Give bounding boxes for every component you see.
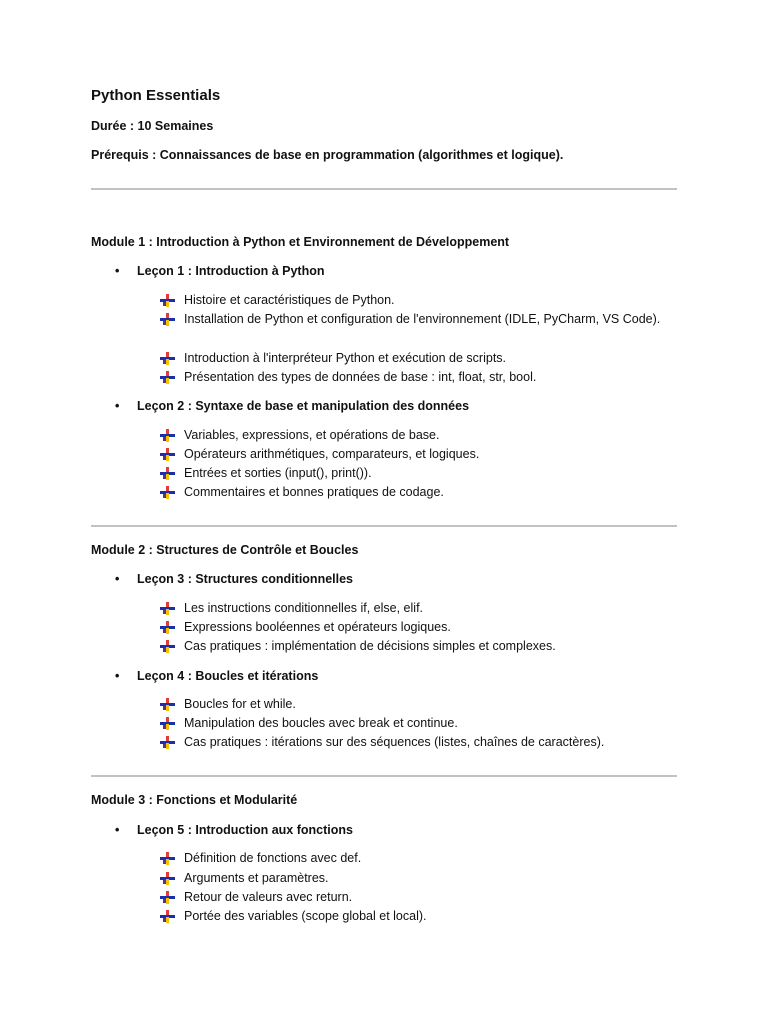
item-text: Boucles for et while. bbox=[184, 697, 296, 711]
item-text: Retour de valeurs avec return. bbox=[184, 890, 353, 904]
item-text: Histoire et caractéristiques de Python. bbox=[184, 293, 395, 307]
lesson-title: Leçon 3 : Structures conditionnelles bbox=[137, 572, 354, 586]
item-text: Opérateurs arithmétiques, comparateurs, et logiques. bbox=[184, 447, 480, 461]
arrow-bullet-icon bbox=[160, 852, 175, 865]
item-text: Portée des variables (scope global et local). bbox=[184, 909, 427, 923]
module-heading: Module 3 : Fonctions et Modularité bbox=[91, 793, 298, 807]
item-text: Cas pratiques : implémentation de décisions simples et complexes. bbox=[184, 639, 556, 653]
item-text: Variables, expressions, et opérations de base. bbox=[184, 428, 440, 442]
arrow-bullet-icon bbox=[160, 872, 175, 885]
arrow-bullet-icon bbox=[160, 429, 175, 442]
module-heading: Module 1 : Introduction à Python et Environnement de Développement bbox=[91, 235, 510, 249]
module-heading: Module 2 : Structures de Contrôle et Boucles bbox=[91, 543, 359, 557]
item-text: Présentation des types de données de base : int, float, str, bool. bbox=[184, 370, 537, 384]
divider bbox=[91, 525, 677, 527]
arrow-bullet-icon bbox=[160, 352, 175, 365]
arrow-bullet-icon bbox=[160, 602, 175, 615]
arrow-bullet-icon bbox=[160, 891, 175, 904]
arrow-bullet-icon bbox=[160, 736, 175, 749]
document-title: Python Essentials bbox=[91, 87, 221, 104]
arrow-bullet-icon bbox=[160, 717, 175, 730]
lesson-title: Leçon 2 : Syntaxe de base et manipulation des données bbox=[137, 399, 470, 413]
lesson-bullet: • bbox=[115, 669, 120, 683]
item-text: Manipulation des boucles avec break et continue. bbox=[184, 716, 458, 730]
lesson-title: Leçon 5 : Introduction aux fonctions bbox=[137, 823, 353, 837]
arrow-bullet-icon bbox=[160, 467, 175, 480]
item-text: Introduction à l'interpréteur Python et exécution de scripts. bbox=[184, 351, 507, 365]
lesson-bullet: • bbox=[115, 399, 120, 413]
arrow-bullet-icon bbox=[160, 910, 175, 923]
divider bbox=[91, 188, 677, 190]
divider bbox=[91, 775, 677, 777]
arrow-bullet-icon bbox=[160, 294, 175, 307]
lesson-title: Leçon 4 : Boucles et itérations bbox=[137, 669, 319, 683]
item-text: Commentaires et bonnes pratiques de codage. bbox=[184, 485, 444, 499]
lesson-bullet: • bbox=[115, 264, 120, 278]
lesson-bullet: • bbox=[115, 572, 120, 586]
duration: Durée : 10 Semaines bbox=[91, 119, 214, 133]
item-text: Cas pratiques : itérations sur des séquences (listes, chaînes de caractères). bbox=[184, 735, 605, 749]
item-text: Expressions booléennes et opérateurs logiques. bbox=[184, 620, 451, 634]
item-text: Installation de Python et configuration de l'environnement (IDLE, PyCharm, VS Code). bbox=[184, 312, 661, 326]
arrow-bullet-icon bbox=[160, 371, 175, 384]
item-text: Les instructions conditionnelles if, else, elif. bbox=[184, 601, 424, 615]
arrow-bullet-icon bbox=[160, 448, 175, 461]
prerequisites: Prérequis : Connaissances de base en programmation (algorithmes et logique). bbox=[91, 148, 564, 162]
arrow-bullet-icon bbox=[160, 640, 175, 653]
arrow-bullet-icon bbox=[160, 313, 175, 326]
item-text: Définition de fonctions avec def. bbox=[184, 851, 362, 865]
arrow-bullet-icon bbox=[160, 698, 175, 711]
item-text: Entrées et sorties (input(), print()). bbox=[184, 466, 372, 480]
lesson-bullet: • bbox=[115, 823, 120, 837]
item-text: Arguments et paramètres. bbox=[184, 871, 329, 885]
arrow-bullet-icon bbox=[160, 621, 175, 634]
lesson-title: Leçon 1 : Introduction à Python bbox=[137, 264, 325, 278]
arrow-bullet-icon bbox=[160, 486, 175, 499]
